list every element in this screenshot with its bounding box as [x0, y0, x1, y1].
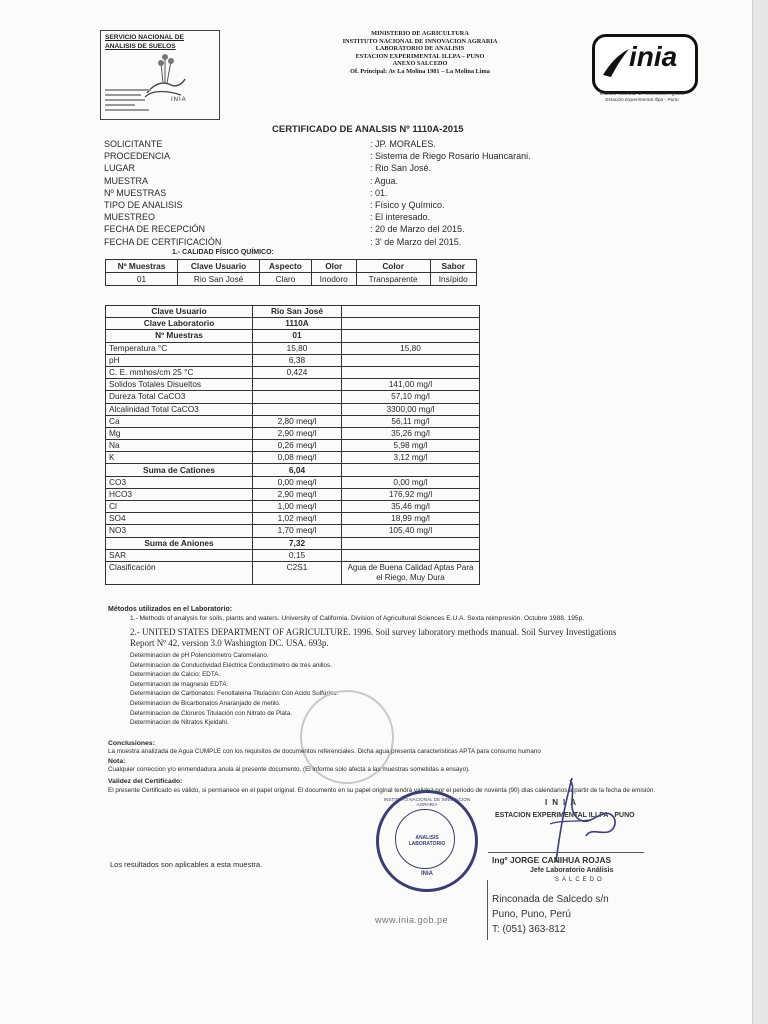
info-label: FECHA DE RECEPCIÓN	[104, 224, 206, 235]
table-row	[106, 440, 480, 452]
value-mg-cell: 0,00 mg/l	[342, 476, 480, 488]
method-line: Determinacion de Cloruros Titulación con Nitrato de Plata.	[130, 709, 293, 717]
info-value: : 3' de Marzo del 2015.	[370, 236, 462, 247]
value-meq-cell: 7,32	[253, 537, 342, 549]
info-value: : JP. MORALES.	[370, 139, 436, 149]
signer-role: Jefe Laboratorio Análisis	[530, 867, 614, 874]
table-cell: 01	[106, 273, 178, 286]
institute: INSTITUTO NACIONAL DE INNOVACION AGRARIA	[342, 37, 498, 45]
value-meq-cell: 2,80 meq/l	[253, 415, 342, 427]
document-header	[300, 30, 540, 76]
info-label: MUESTREO	[104, 212, 156, 223]
validez-text: El presente Certificado es válido, si permanece en el papel original. El documento en su papel original tendrá validez por el periodo de noventa (90) días calendarios a partir de la fecha de emisión.	[108, 787, 656, 794]
parameter-cell: Solidos Totales Disueltos	[106, 379, 253, 391]
table-row	[106, 273, 477, 286]
table-row	[106, 342, 480, 354]
parameter-cell: SO4	[106, 513, 253, 525]
value-mg-cell: 3,12 mg/l	[342, 452, 480, 464]
parameter-cell: Cl	[106, 501, 253, 513]
parameter-cell: Suma de Cationes	[106, 464, 253, 476]
value-meq-cell	[253, 391, 342, 403]
value-mg-cell: 35,46 mg/l	[342, 501, 480, 513]
info-label: TIPO DE ANALISIS	[104, 200, 183, 210]
parameter-cell: pH	[106, 354, 253, 366]
value-meq-cell: 1110A	[253, 318, 342, 330]
inia-logo	[592, 34, 698, 94]
nota-title: Nota:	[108, 758, 126, 765]
value-meq-cell: 1,02 meq/l	[253, 513, 342, 525]
value-meq-cell	[253, 379, 342, 391]
info-value: : 20 de Marzo del 2015.	[370, 224, 465, 235]
info-value: : El interesado.	[370, 212, 431, 223]
table-header-row	[106, 260, 477, 273]
inia-sub-line1: Instituto Nacional de Innovación Agraria	[599, 92, 685, 97]
lab-logo	[100, 30, 220, 120]
methods-title: Métodos utilizados en el Laboratorio:	[108, 606, 233, 613]
value-meq-cell: 01	[253, 330, 342, 342]
parameter-cell: Ca	[106, 415, 253, 427]
value-meq-cell: 1,70 meq/l	[253, 525, 342, 537]
stamp-ring-text: INSTITUTO NACIONAL DE INNOVACION AGRARIA	[383, 797, 471, 807]
col-header: Sabor	[430, 260, 477, 273]
col-header: Olor	[311, 260, 356, 273]
value-mg-cell: 15,80	[342, 342, 480, 354]
hand-plant-icon	[141, 53, 189, 99]
annex: ANEXO SALCEDO	[392, 60, 448, 68]
inia-sub-line2: Estación Experimental Illpa - Puno	[605, 98, 679, 103]
table-row	[106, 464, 480, 476]
signature-station: ESTACION EXPERIMENTAL ILLPA - PUNO	[495, 812, 635, 819]
signer-place: SALCEDO	[555, 877, 605, 883]
value-mg-cell	[342, 464, 480, 476]
address-phone: T: (051) 363-812	[492, 924, 566, 935]
conclusions-text: La muestra analizada de Agua CUMPLE con los requisitos de documentos referenciales. Dicha agua presenta caracteristicas APTA para consumo humano	[108, 748, 541, 755]
table-row	[106, 366, 480, 378]
table-row	[106, 379, 480, 391]
table-row	[106, 525, 480, 537]
value-mg-cell	[342, 366, 480, 378]
value-mg-cell: 5,98 mg/l	[342, 440, 480, 452]
validez-title: Validez del Certificado:	[108, 778, 183, 785]
value-meq-cell: 0,15	[253, 549, 342, 561]
results-note: Los resultados son aplicables a esta muestra.	[110, 860, 263, 869]
method-line: Determinacion de Conductividad Eléctrica Conductimetro de tres anillos.	[130, 661, 332, 669]
parameter-cell: Na	[106, 440, 253, 452]
value-meq-cell: 1,00 meq/l	[253, 501, 342, 513]
parameter-cell: Clave Laboratorio	[106, 318, 253, 330]
method-line: Determinacion de pH Potenciómetro Calomelano.	[130, 652, 269, 659]
method-line: Determinacion de Nitratos Kjeldahl.	[130, 719, 229, 727]
inia-brand: inia	[629, 41, 678, 72]
station: ESTACION EXPERIMENTAL ILLPA – PUNO	[355, 52, 485, 60]
method-reference-1: 1.- Methods of analysis for soils, plants and waters. University of California. Division of Agricultural Sciences E.U.A. Sexta reimpresión. Octubre 1988. 195p.	[130, 615, 585, 622]
value-mg-cell	[342, 354, 480, 366]
lab-logo-sub: INIA	[171, 97, 187, 103]
parameter-cell: Dureza Total CaCO3	[106, 391, 253, 403]
parameter-cell: Nº Muestras	[106, 330, 253, 342]
parameter-cell: SAR	[106, 549, 253, 561]
physical-quality-table	[105, 259, 477, 286]
table-row	[106, 561, 480, 584]
parameter-cell: C. E. mmhos/cm 25 °C	[106, 366, 253, 378]
info-label: FECHA DE CERTIFICACIÓN	[104, 236, 222, 247]
signature-org: INIA	[545, 798, 581, 807]
table-row	[106, 403, 480, 415]
table-cell: Insípido	[430, 273, 477, 286]
parameter-cell: Clave Usuario	[106, 306, 253, 318]
parameter-cell: Temperatura °C	[106, 342, 253, 354]
value-meq-cell: 15,80	[253, 342, 342, 354]
parameter-cell: Alcalinidad Total CaCO3	[106, 403, 253, 415]
value-meq-cell	[253, 403, 342, 415]
table-row	[106, 318, 480, 330]
table-row	[106, 549, 480, 561]
table-row	[106, 391, 480, 403]
col-header: Clave Usuario	[177, 260, 259, 273]
parameter-cell: CO3	[106, 476, 253, 488]
value-mg-cell: 35,26 mg/l	[342, 427, 480, 439]
laboratory: LABORATORIO DE ANALISIS	[375, 45, 465, 53]
method-line: Determinacion de magnesio EDTA.	[130, 680, 229, 688]
table-row	[106, 354, 480, 366]
address-line2: Puno, Puno, Perú	[492, 909, 571, 920]
office-address: Of. Principal: Av La Molina 1981 – La Molina Lima	[350, 67, 490, 75]
table-row	[106, 501, 480, 513]
info-value: : 01.	[370, 187, 388, 198]
value-meq-cell: 0,26 meq/l	[253, 440, 342, 452]
value-mg-cell	[342, 537, 480, 549]
table-cell: Rio San José	[177, 273, 259, 286]
method-line: Determinacion de Carbonatos: Fenoltaleina Titulación Con Acido Sulfúrico.	[130, 690, 339, 698]
website-link[interactable]: www.inia.gob.pe	[375, 915, 449, 925]
table-row	[106, 537, 480, 549]
table-row	[106, 452, 480, 464]
address-divider	[487, 880, 488, 940]
parameter-cell: Mg	[106, 427, 253, 439]
method-line: Determinacion de Bicarbonatos Anaranjado de metilo.	[130, 700, 281, 707]
value-meq-cell: 0,08 meq/l	[253, 452, 342, 464]
info-value: : Sistema de Riego Rosario Huancarani.	[370, 151, 531, 162]
value-mg-cell: 176,92 mg/l	[342, 488, 480, 500]
value-mg-cell: 57,10 mg/l	[342, 391, 480, 403]
method-line: Determinacion de Calcio: EDTA.	[130, 671, 221, 679]
value-meq-cell: 6,38	[253, 354, 342, 366]
value-meq-cell: 6,04	[253, 464, 342, 476]
info-label: SOLICITANTE	[104, 139, 163, 149]
table-row	[106, 513, 480, 525]
info-label: Nº MUESTRAS	[104, 187, 167, 198]
info-value: : Físico y Químico.	[370, 200, 445, 210]
value-mg-cell: Agua de Buena Calidad Aptas Para el Riego, Muy Dura	[342, 561, 480, 584]
leaf-swoosh-icon	[601, 45, 631, 79]
stamp-center-text: ANALISIS LABORATORIO	[408, 835, 446, 847]
inia-brand-subtitle	[582, 92, 702, 104]
value-mg-cell: 56,11 mg/l	[342, 415, 480, 427]
info-value: : Rio San José.	[370, 163, 432, 174]
table-row	[106, 306, 480, 318]
col-header: Color	[356, 260, 430, 273]
table-row	[106, 330, 480, 342]
parameter-cell: Clasificación	[106, 561, 253, 584]
value-mg-cell: 105,40 mg/l	[342, 525, 480, 537]
value-mg-cell	[342, 330, 480, 342]
value-mg-cell: 18,99 mg/l	[342, 513, 480, 525]
parameter-cell: HCO3	[106, 488, 253, 500]
value-mg-cell: 3300,00 mg/l	[342, 403, 480, 415]
official-stamp	[376, 790, 478, 892]
value-meq-cell: 0,00 meq/l	[253, 476, 342, 488]
col-header: Nº Muestras	[106, 260, 178, 273]
value-mg-cell: 141,00 mg/l	[342, 379, 480, 391]
col-header: Aspecto	[260, 260, 311, 273]
ministry: MINISTERIO DE AGRICULTURA	[371, 30, 469, 37]
table-row	[106, 476, 480, 488]
info-label: PROCEDENCIA	[104, 151, 171, 162]
chemical-analysis-table	[105, 305, 480, 585]
conclusions-title: Conclusiones:	[108, 740, 155, 747]
table-cell: Claro	[260, 273, 311, 286]
value-meq-cell: C2S1	[253, 561, 342, 584]
lab-logo-title: SERVICIO NACIONAL DE ANALISIS DE SUELOS	[105, 34, 184, 50]
method-reference-2: 2.- UNITED STATES DEPARTMENT OF AGRICULTURE. 1996. Soil survey laboratory methods manual. Soil Survey Investigations Report Nº 42. version 3.0 Washington DC. USA. 693p.	[130, 627, 617, 648]
signature-line	[488, 852, 644, 853]
value-meq-cell: 2,90 meq/l	[253, 488, 342, 500]
value-mg-cell	[342, 549, 480, 561]
section-physical-chemical: 1.- CALIDAD FÍSICO QUÍMICO:	[172, 249, 274, 256]
table-cell: Transparente	[356, 273, 430, 286]
parameter-cell: NO3	[106, 525, 253, 537]
table-row	[106, 415, 480, 427]
value-meq-cell: 2,90 meq/l	[253, 427, 342, 439]
stamp-bottom-text: INIA	[421, 871, 433, 877]
value-mg-cell	[342, 318, 480, 330]
table-cell: Inodoro	[311, 273, 356, 286]
parameter-cell: Suma de Aniones	[106, 537, 253, 549]
page-edge	[752, 0, 768, 1024]
certificate-title: CERTIFICADO DE ANALSIS Nº 1110A-2015	[272, 124, 464, 135]
signer-name: Ingº JORGE CANIHUA ROJAS	[492, 855, 612, 865]
value-meq-cell: 0,424	[253, 366, 342, 378]
table-row	[106, 427, 480, 439]
info-value: : Agua.	[370, 175, 399, 186]
nota-text: Cualquier correccion y/o enmendadura anula al presente documento. (El informe solo afecta a las muestras sometidas a ensayo).	[108, 766, 470, 773]
table-row	[106, 488, 480, 500]
info-label: LUGAR	[104, 163, 136, 174]
info-label: MUESTRA	[104, 175, 149, 186]
address-line1: Rinconada de Salcedo s/n	[492, 894, 609, 905]
parameter-cell: K	[106, 452, 253, 464]
value-mg-cell	[342, 306, 480, 318]
value-meq-cell: Rio San José	[253, 306, 342, 318]
